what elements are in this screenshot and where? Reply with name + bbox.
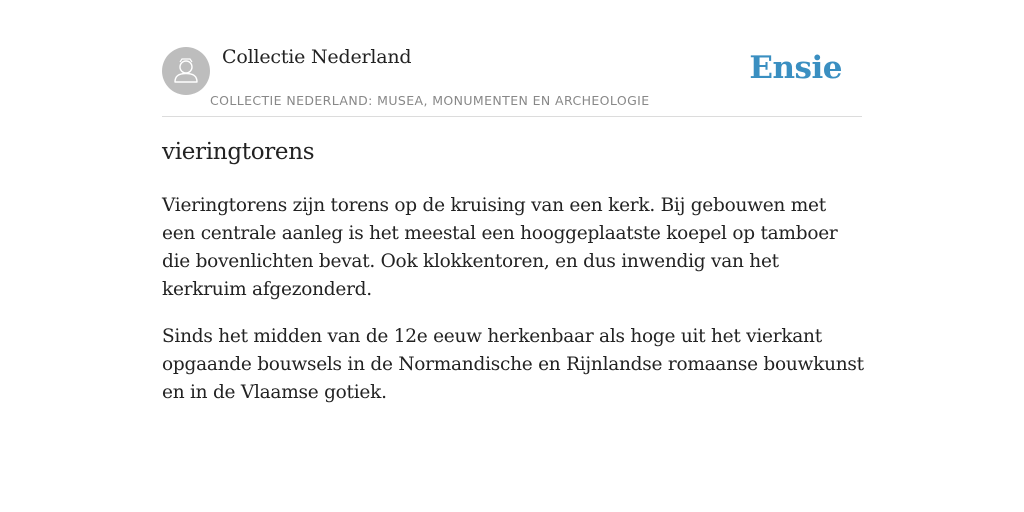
paragraph: Vieringtorens zijn torens op de kruising van een kerk. Bij gebouwen met een centrale aanleg is het meestal een hooggeplaatste koepel op tamboer die bovenlichten bevat. Ook klokkentoren, en dus inwendig van het kerkruim afgezonderd. <box>162 195 838 300</box>
paragraph: Sinds het midden van de 12e eeuw herkenbaar als hoge uit het vierkant opgaande bouwsels in de Normandische en Rijnlandse romaanse bouwkunst en in de Vlaamse gotiek. <box>162 326 864 403</box>
author-avatar[interactable] <box>162 47 210 95</box>
author-name[interactable]: Collectie Nederland <box>222 46 412 68</box>
user-silhouette-icon <box>162 47 210 95</box>
header <box>162 44 862 117</box>
author-subtitle[interactable]: COLLECTIE NEDERLAND: MUSEA, MONUMENTEN EN ARCHEOLOGIE <box>210 93 650 108</box>
article-body <box>162 192 864 426</box>
article-title: vieringtorens <box>162 139 315 165</box>
ensie-logo[interactable]: Ensie <box>749 50 842 86</box>
